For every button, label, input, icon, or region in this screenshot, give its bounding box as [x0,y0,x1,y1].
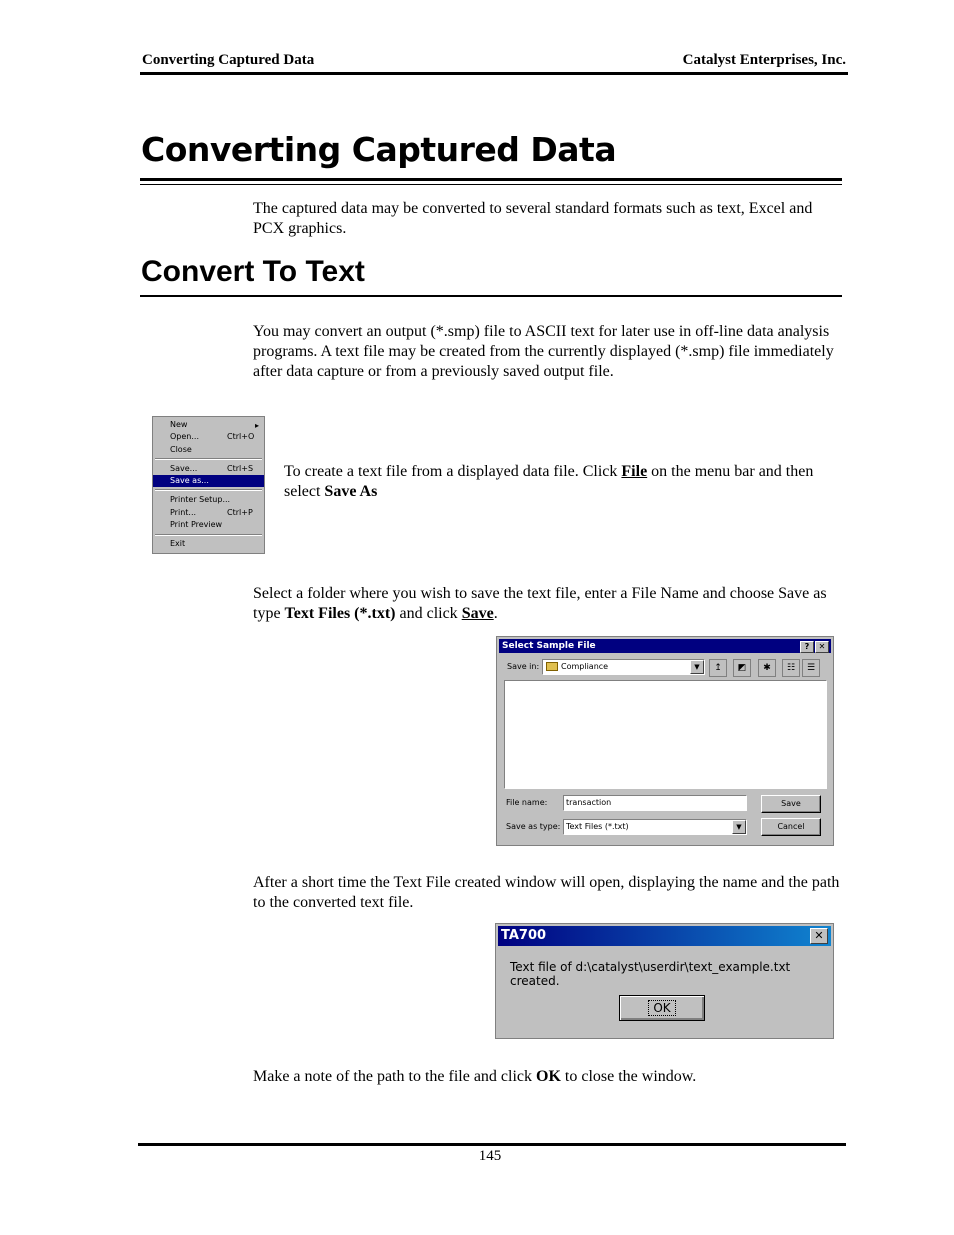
step1-text: To create a text file from a displayed data file. Click File on the menu bar and then select Save As [284,463,814,500]
save-as-type-label: Save as type: [506,822,561,831]
message-title: TA700 [501,928,547,943]
ok-button[interactable]: OK [619,995,705,1021]
dialog-title: Select Sample File [502,641,596,651]
message-text: Text file of d:\catalyst\userdir\text_example.txt created. [510,960,791,988]
desktop-icon[interactable]: ◩ [733,659,751,677]
footer-rule [138,1143,846,1146]
step3-text: After a short time the Text File created window will open, displaying the name and the path to the converted text file. [253,874,840,911]
message-box-screenshot [495,923,834,1039]
details-view-icon[interactable]: ☰ [802,659,820,677]
file-menu-screenshot [152,416,265,554]
list-view-icon[interactable]: ☷ [782,659,800,677]
help-button[interactable]: ? [800,641,814,653]
intro-paragraph: The captured data may be converted to several standard formats such as text, Excel and PCX graphics. [253,200,813,237]
menu-item-print-preview[interactable]: Print Preview [170,520,223,529]
save-in-label: Save in: [507,662,540,671]
submenu-arrow-icon: ▸ [255,421,260,430]
up-folder-icon[interactable]: ↥ [709,659,727,677]
dialog-title-bar [499,639,831,653]
close-icon[interactable]: ✕ [815,641,829,653]
message-title-bar [498,926,831,946]
file-name-input[interactable]: transaction [563,795,747,811]
cancel-button[interactable]: Cancel [761,818,821,836]
file-name-label: File name: [506,798,548,807]
page-number: 145 [478,1148,502,1164]
page-title: Converting Captured Data [141,130,617,169]
section-paragraph: You may convert an output (*.smp) file to ASCII text for later use in off-line data analysis programs. A text file may be created from the currently displayed (*.smp) file immediately after data capture or from a previously saved output file. [253,323,834,380]
new-folder-icon[interactable]: ✱ [758,659,776,677]
save-as-type-select[interactable]: Text Files (*.txt) ▼ [563,819,747,835]
menu-item-save[interactable]: Save... Ctrl+S [170,464,254,473]
menu-item-exit[interactable]: Exit [170,539,186,548]
running-header-right: Catalyst Enterprises, Inc. [682,52,846,68]
header-rule [140,72,848,75]
folder-icon [546,662,558,671]
save-in-select[interactable]: Compliance ▼ [542,659,705,675]
chevron-down-icon[interactable]: ▼ [690,660,704,674]
save-button[interactable]: Save [761,795,821,813]
menu-item-print[interactable]: Print... Ctrl+P [170,508,253,517]
menu-separator [155,534,262,536]
save-dialog-screenshot [496,636,834,846]
menu-separator [155,458,262,460]
file-list[interactable] [504,680,827,789]
running-header-left: Converting Captured Data [142,52,315,68]
menu-item-save-as[interactable]: Save as... [153,475,264,487]
menu-item-printer-setup[interactable]: Printer Setup... [170,495,231,504]
title-rule-thin [140,184,842,185]
chevron-down-icon[interactable]: ▼ [732,820,746,834]
menu-item-close[interactable]: Close [170,445,192,454]
menu-item-new[interactable]: New ▸ [170,420,260,430]
step4-text: Make a note of the path to the file and click OK to close the window. [253,1068,697,1085]
section-rule [140,295,842,297]
menu-item-open[interactable]: Open... Ctrl+O [170,432,255,441]
title-rule [140,178,842,181]
section-title: Convert To Text [141,255,365,288]
close-icon[interactable]: ✕ [810,928,828,944]
step2-text: Select a folder where you wish to save the text file, enter a File Name and choose Save as type Text Files (*.txt) and click Save. [253,585,827,622]
menu-separator [155,489,262,491]
